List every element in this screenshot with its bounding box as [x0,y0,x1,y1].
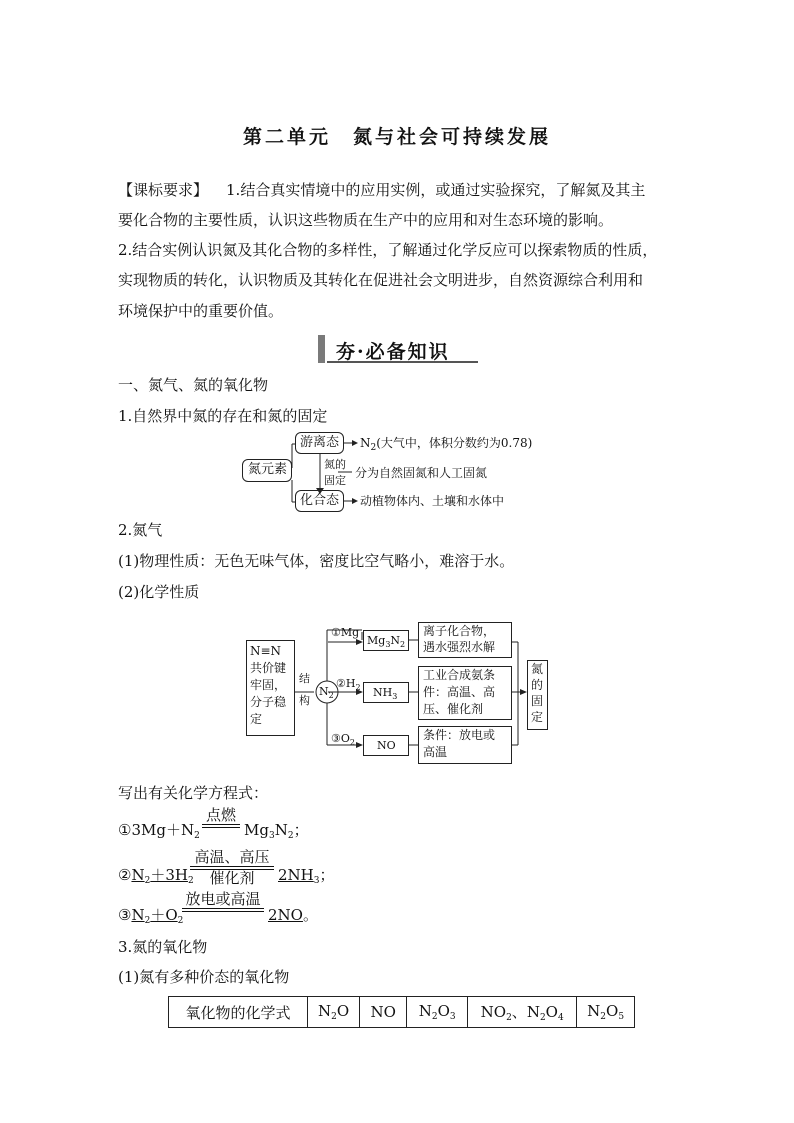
equation-1 [118,806,418,841]
table-cell: $N_2O_3$ [407,997,468,1028]
equation-intro: 写出有关化学方程式： [118,784,269,802]
fixation-char-1: 氮 [531,662,544,676]
oxides-table [168,996,635,1028]
heading-nitrogen-oxides-section: 3.氮的氧化物 [118,938,208,956]
equation-3 [118,888,438,928]
requirements-label: 【课标要求】 [118,181,209,199]
mg3n2-label: $Mg_3N_2$ [367,634,406,649]
reaction-3-desc-2: 高温 [423,745,448,759]
fixation-label-b: 固定 [324,474,346,487]
eq3-left: $③N_2+O_2$ [118,906,184,926]
structure-line-2: 共价键 [250,661,287,675]
table-cell: $N_2O_5$ [577,997,635,1028]
fixation-char-2: 的 [531,678,544,692]
fixation-char-4: 定 [531,710,544,724]
structure-line-1: N≡N [250,644,282,658]
equation-2 [118,848,438,888]
eq1-right: $Mg_3N_2$； [244,821,309,841]
section-header-text: 夯·必备知识 [336,341,450,363]
reaction-2-desc-1: 工业合成氨条 [423,668,496,682]
structure-line-4: 分子稳 [250,695,287,709]
fixation-char-3: 固 [531,694,544,708]
heading-nitrogen-gas: 2.氮气 [118,521,163,539]
reaction-2-desc-2: 件：高温、高 [423,685,496,699]
structure-label-a: 结 [299,672,310,685]
heading-nitrogen-oxides: 一、氮气、氮的氧化物 [118,376,269,394]
structure-line-5: 定 [250,712,263,726]
requirements-line-5: 环境保护中的重要价值。 [118,302,284,320]
reaction-1-label: ①Mg [331,626,360,639]
reaction-1-desc-1: 离子化合物， [423,624,496,638]
fixation-desc: 分为自然固氮和人工固氮 [355,466,488,480]
combined-state-label: 化合态 [300,493,340,508]
n2-center: $N_2$ [319,685,334,700]
combined-state-desc: 动植物体内、土壤和水体中 [360,494,505,508]
page-title: 第二单元 氮与社会可持续发展 [242,126,551,148]
section-header-bar [318,335,325,363]
nh3-label: $NH_3$ [373,686,398,701]
nitrogen-existence-diagram [240,432,570,516]
table-cell: NO [360,997,407,1028]
eq3-condition: 放电或高温 [182,892,264,912]
table-row [169,997,635,1028]
requirements-line-1: 【课标要求】 1.结合真实情境中的应用实例，或通过实验探究，了解氮及其主 [118,181,646,199]
oxides-intro: (1)氮有多种价态的氧化物 [118,968,290,986]
heading-nitrogen-existence: 1.自然界中氮的存在和氮的固定 [118,407,328,425]
eq3-right: 2NO。 [268,906,318,924]
reaction-1-desc-2: 遇水强烈水解 [423,640,496,654]
free-state-label: 游离态 [300,435,340,450]
eq1-left: $①3Mg+N_2$ [118,821,200,841]
requirements-line-3: 2.结合实例认识氮及其化合物的多样性，了解通过化学反应可以探索物质的性质， [118,241,658,259]
eq2-right: $2NH_3$； [278,866,335,886]
table-cell: $N_2O$ [308,997,360,1028]
eq1-condition: 点燃 [202,808,240,828]
eq2-left: $②N_2+3H_2$ [118,866,194,886]
reaction-3-desc-1: 条件：放电或 [423,728,496,742]
eq2-condition: 高温、高压 催化剂 [190,850,274,886]
fixation-label-a: 氮的 [324,458,346,471]
nitrogen-reactions-diagram [246,620,550,766]
requirements-line-2: 要化合物的主要性质，认识这些物质在生产中的应用和对生态环境的影响。 [118,211,614,229]
free-state-desc: $N_2$(大气中，体积分数约为0.78) [360,436,533,453]
reaction-3-label: $③O_2$ [331,732,355,747]
reaction-2-label: $②H_2$ [336,677,361,692]
physical-properties: (1)物理性质：无色无味气体，密度比空气略小，难溶于水。 [118,552,515,570]
structure-label-b: 构 [299,694,310,707]
requirements-line-4: 实现物质的转化，认识物质及其转化在促进社会文明进步，自然资源综合利用和 [118,271,644,289]
no-label: NO [377,739,396,752]
table-header-cell: 氧化物的化学式 [169,997,308,1028]
chemical-properties-heading: (2)化学性质 [118,583,200,601]
reaction-2-desc-3: 压、催化剂 [423,702,484,716]
table-cell: $NO_2$、$N_2O_4$ [468,997,577,1028]
section-header [318,335,478,363]
nitrogen-element-label: 氮元素 [248,462,288,477]
structure-line-3: 牢固， [250,678,287,692]
